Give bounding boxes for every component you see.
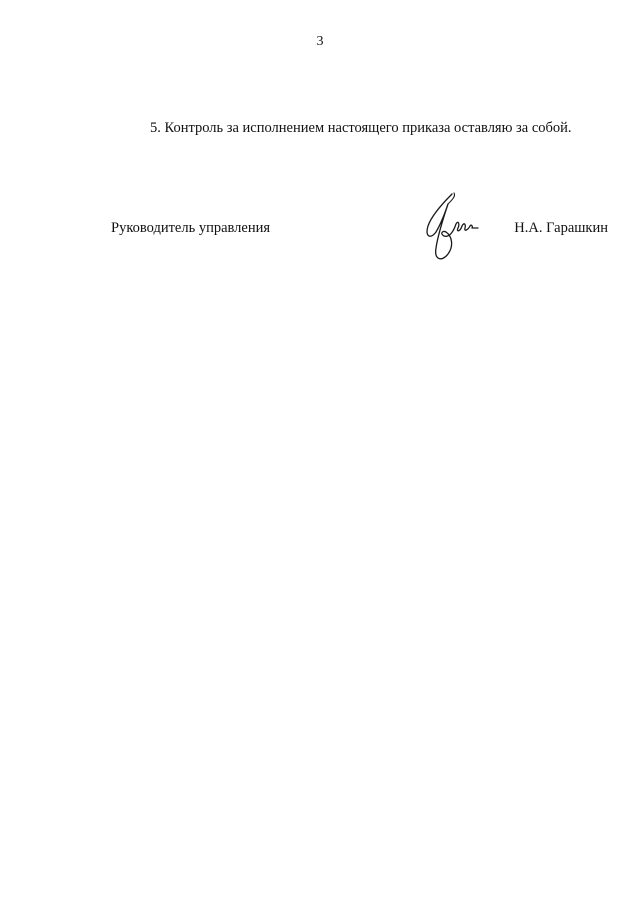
signer-position: Руководитель управления xyxy=(111,220,271,236)
handwritten-signature-icon xyxy=(418,190,480,266)
page-number: 3 xyxy=(316,34,324,49)
signer-name: Н.А. Гарашкин xyxy=(514,220,608,236)
signature-block xyxy=(0,190,640,270)
order-paragraph-5: 5. Контроль за исполнением настоящего приказа оставляю за собой. xyxy=(150,120,572,136)
